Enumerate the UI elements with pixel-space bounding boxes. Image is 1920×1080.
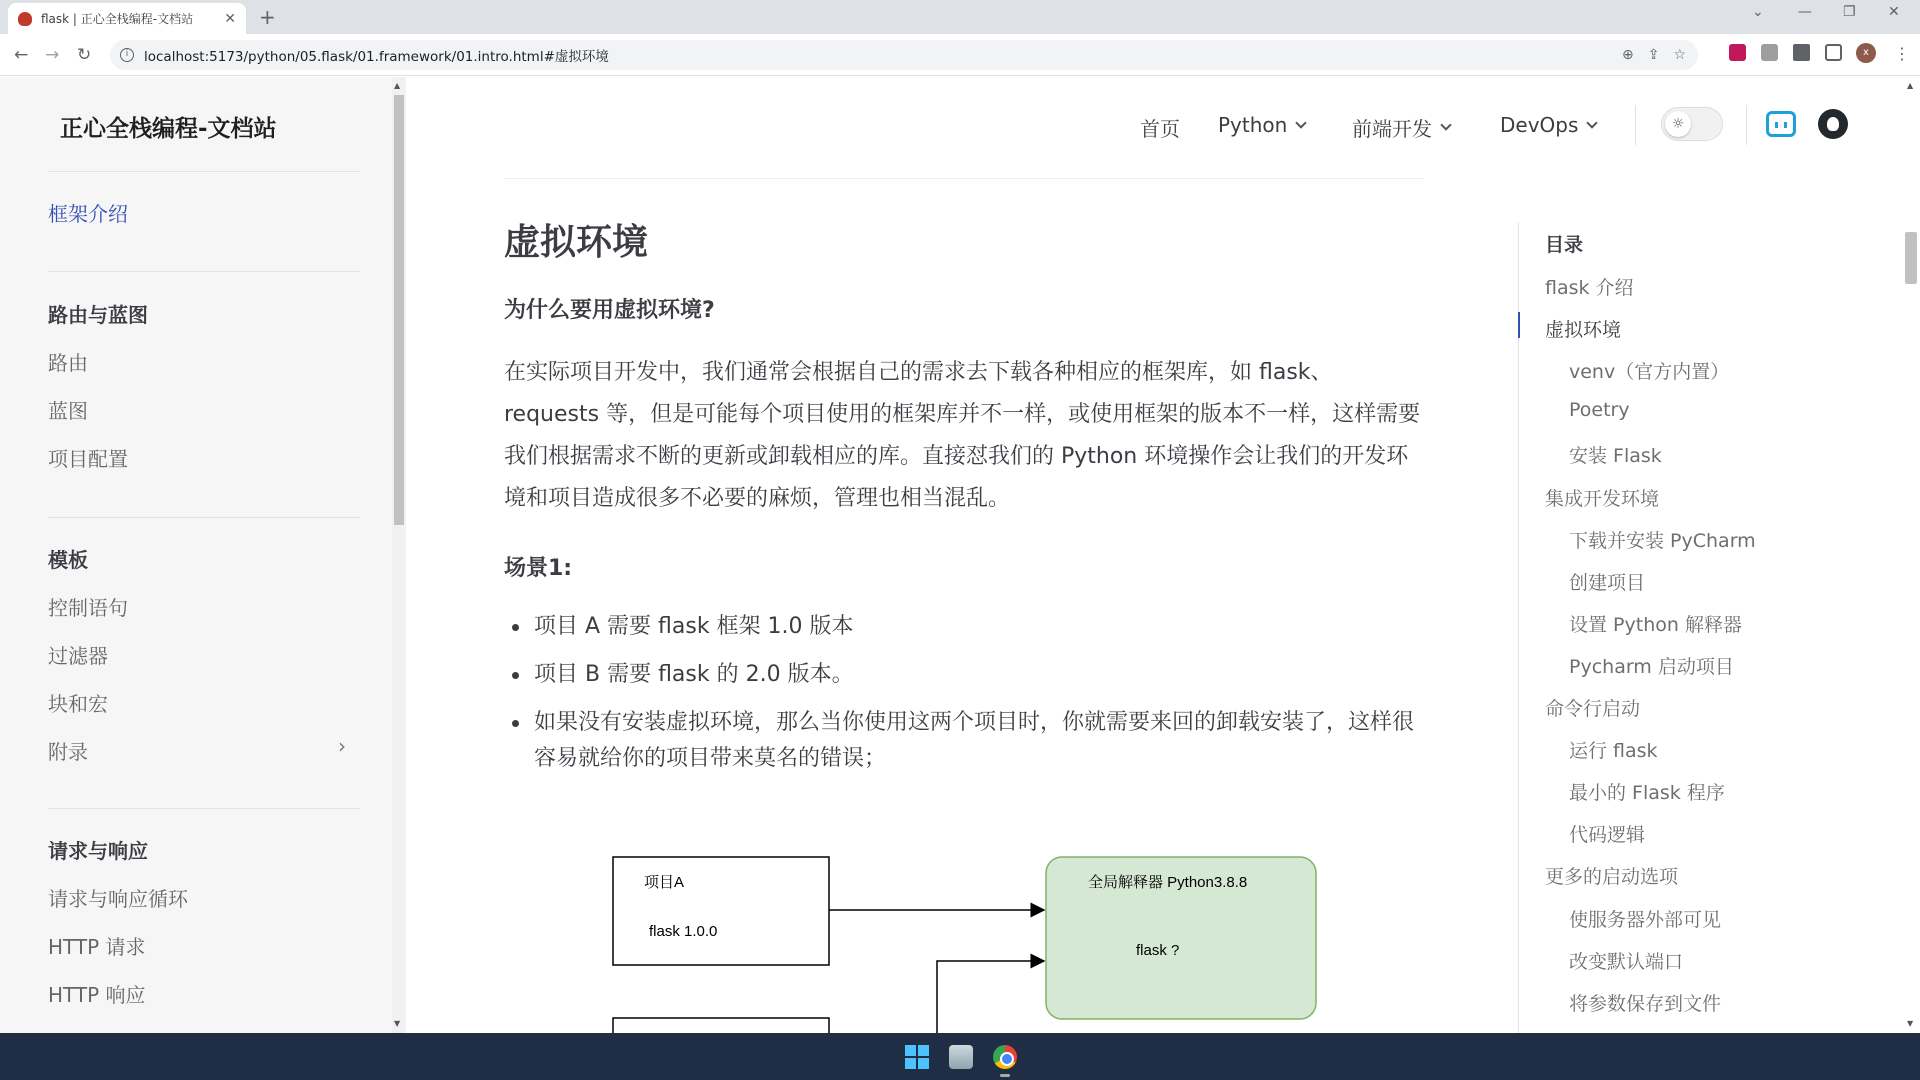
global-interpreter-title: 全局解释器 Python3.8.8 xyxy=(1088,874,1248,891)
list-item: 如果没有安装虚拟环境，那么当你使用这两个项目时，你就需要来回的卸载安装了，这样很容易就给你的项目带来莫名的错误； xyxy=(504,705,1424,777)
outline-item[interactable]: 创建项目 xyxy=(1569,572,1646,594)
nav-devops[interactable] xyxy=(1500,113,1596,137)
extensions-puzzle-icon[interactable] xyxy=(1793,44,1810,61)
chevron-down-icon xyxy=(1587,117,1598,128)
outline-item[interactable]: Pycharm 启动项目 xyxy=(1569,656,1734,678)
outline-item[interactable]: 安装 Flask xyxy=(1569,445,1662,467)
docs-sidebar xyxy=(0,77,406,1033)
tab-close-icon[interactable]: ✕ xyxy=(224,10,236,27)
scroll-down-icon[interactable]: ▼ xyxy=(1907,1019,1914,1028)
sidebar-item-route[interactable]: 路由 xyxy=(48,351,88,375)
heading-why: 为什么要用虚拟环境? xyxy=(504,298,715,323)
chevron-down-icon xyxy=(1440,119,1451,130)
outline-item[interactable]: 改变默认端口 xyxy=(1569,951,1684,973)
side-panel-icon[interactable] xyxy=(1825,44,1842,61)
page-scrollbar[interactable] xyxy=(1902,77,1920,1033)
nav-frontend-label: 前端开发 xyxy=(1352,117,1432,141)
outline-rail xyxy=(1518,222,1519,1033)
outline-item[interactable]: 命令行启动 xyxy=(1545,698,1641,720)
arrow-b-to-global xyxy=(937,961,1044,1033)
sidebar-group-routing: 路由与蓝图 xyxy=(48,303,148,327)
site-title[interactable]: 正心全栈编程-文档站 xyxy=(60,116,277,142)
outline-item[interactable]: 集成开发环境 xyxy=(1545,488,1660,510)
sidebar-divider xyxy=(48,171,360,172)
outline-item[interactable]: 设置 Python 解释器 xyxy=(1569,614,1742,636)
sidebar-divider xyxy=(48,517,360,518)
page-title: 虚拟环境 xyxy=(504,222,649,263)
file-explorer-icon[interactable] xyxy=(949,1045,973,1069)
share-icon[interactable]: ⇪ xyxy=(1647,47,1660,63)
nav-divider xyxy=(1746,105,1747,145)
tab-title: flask | 正心全栈编程-文档站 xyxy=(41,12,194,26)
browser-tab[interactable] xyxy=(8,3,246,34)
project-b-box xyxy=(613,1018,829,1033)
new-tab-icon[interactable]: + xyxy=(259,5,276,29)
sidebar-item-control[interactable]: 控制语句 xyxy=(48,596,128,620)
sidebar-divider xyxy=(48,808,360,809)
outline-item[interactable]: 最小的 Flask 程序 xyxy=(1569,782,1725,804)
back-icon[interactable]: ← xyxy=(14,45,29,65)
theme-toggle[interactable] xyxy=(1661,107,1723,141)
outline-item[interactable]: 使服务器外部可见 xyxy=(1569,909,1722,931)
chevron-right-icon[interactable]: › xyxy=(338,734,346,758)
chevron-down-icon xyxy=(1296,117,1307,128)
active-app-indicator xyxy=(1000,1074,1010,1077)
zoom-icon[interactable]: ⊕ xyxy=(1621,47,1634,63)
scroll-up-icon[interactable]: ▲ xyxy=(1907,81,1914,90)
forward-icon[interactable]: → xyxy=(45,45,60,65)
global-interpreter-flask: flask ? xyxy=(1136,942,1180,959)
sidebar-item-appendix[interactable]: 附录 xyxy=(48,740,88,764)
sidebar-divider xyxy=(48,271,360,272)
sidebar-item-http-request[interactable]: HTTP 请求 xyxy=(48,935,146,959)
outline-item[interactable]: 代码逻辑 xyxy=(1569,824,1646,846)
page-scroll-thumb[interactable] xyxy=(1905,232,1917,284)
sidebar-item-intro[interactable]: 框架介绍 xyxy=(48,202,128,226)
extension-icon[interactable] xyxy=(1761,44,1778,61)
extension-translate-icon[interactable] xyxy=(1729,44,1746,61)
scroll-up-icon[interactable]: ▲ xyxy=(394,81,401,90)
nav-python-label: Python xyxy=(1218,113,1288,137)
sidebar-item-filter[interactable]: 过滤器 xyxy=(48,644,108,668)
sidebar-item-config[interactable]: 项目配置 xyxy=(48,447,128,471)
bilibili-icon[interactable] xyxy=(1766,111,1796,137)
sidebar-scroll-thumb[interactable] xyxy=(394,95,404,525)
nav-python[interactable] xyxy=(1218,113,1305,137)
scene-list xyxy=(504,609,1424,789)
outline-item[interactable]: 虚拟环境 xyxy=(1545,319,1622,341)
url-bar[interactable] xyxy=(110,40,1698,70)
nav-devops-label: DevOps xyxy=(1500,113,1579,137)
sun-icon: ☼ xyxy=(1665,111,1691,137)
profile-avatar[interactable]: x xyxy=(1856,43,1876,63)
outline-item[interactable]: venv（官方内置） xyxy=(1569,361,1730,383)
paragraph-intro: 在实际项目开发中，我们通常会根据自己的需求去下载各种相应的框架库，如 flask、requests 等，但是可能每个项目使用的框架库并不一样，或使用框架的版本不一样，这样需要我们根据需求不断的更新或卸载相应的库。直接怼我们的 Python 环境操作会让我们的开发环境和项目造成很多不必要的麻烦，管理也相当混乱。 xyxy=(504,360,1421,511)
bookmark-star-icon[interactable]: ☆ xyxy=(1673,47,1686,63)
list-item: 项目 B 需要 flask 的 2.0 版本。 xyxy=(504,657,1424,693)
windows-start-icon[interactable] xyxy=(905,1045,929,1069)
content-divider xyxy=(504,178,1424,179)
minimize-icon[interactable]: — xyxy=(1798,4,1812,20)
chrome-icon[interactable] xyxy=(993,1045,1017,1069)
outline-item[interactable]: 将参数保存到文件 xyxy=(1569,993,1722,1015)
site-info-icon[interactable]: i xyxy=(120,48,134,62)
sidebar-item-cycle[interactable]: 请求与响应循环 xyxy=(48,887,188,911)
sidebar-item-http-response[interactable]: HTTP 响应 xyxy=(48,983,146,1007)
flask-favicon-icon xyxy=(18,12,32,26)
outline-title: 目录 xyxy=(1545,234,1584,256)
outline-item[interactable]: Poetry xyxy=(1569,399,1630,421)
scroll-down-icon[interactable]: ▼ xyxy=(394,1019,401,1028)
os-taskbar xyxy=(0,1033,1920,1080)
heading-scene: 场景1: xyxy=(504,556,573,581)
project-a-version: flask 1.0.0 xyxy=(649,923,718,940)
sidebar-item-macro[interactable]: 块和宏 xyxy=(48,692,108,716)
page-outline xyxy=(1518,222,1898,1033)
outline-item[interactable]: 下载并安装 PyCharm xyxy=(1569,530,1756,552)
diagram-svg xyxy=(500,850,1400,1033)
window-close-icon[interactable]: ✕ xyxy=(1888,4,1900,20)
restore-icon[interactable]: ❐ xyxy=(1843,4,1856,20)
sidebar-group-request: 请求与响应 xyxy=(48,839,148,863)
outline-item[interactable]: 运行 flask xyxy=(1569,740,1658,762)
reload-icon[interactable]: ↻ xyxy=(77,45,92,65)
nav-home[interactable] xyxy=(1140,113,1180,142)
tab-search-icon[interactable]: ⌄ xyxy=(1752,4,1764,20)
nav-frontend[interactable] xyxy=(1352,113,1450,142)
top-nav xyxy=(406,77,1902,171)
address-toolbar xyxy=(0,34,1920,76)
url-text[interactable]: localhost:5173/python/05.flask/01.framework/01.intro.html#虚拟环境 xyxy=(144,49,609,65)
project-a-title: 项目A xyxy=(644,874,685,891)
outline-item[interactable]: 更多的启动选项 xyxy=(1545,866,1679,888)
nav-divider xyxy=(1635,105,1636,145)
sidebar-item-blueprint[interactable]: 蓝图 xyxy=(48,399,88,423)
github-icon[interactable] xyxy=(1818,109,1848,139)
venv-diagram xyxy=(500,850,1400,1033)
browser-tabbar xyxy=(0,0,1920,34)
sidebar-group-template: 模板 xyxy=(48,548,88,572)
list-item: 项目 A 需要 flask 框架 1.0 版本 xyxy=(504,609,1424,645)
outline-active-marker xyxy=(1518,312,1520,338)
browser-menu-icon[interactable]: ⋮ xyxy=(1894,44,1910,63)
outline-item[interactable]: flask 介绍 xyxy=(1545,277,1634,299)
nav-home-label: 首页 xyxy=(1140,117,1180,141)
